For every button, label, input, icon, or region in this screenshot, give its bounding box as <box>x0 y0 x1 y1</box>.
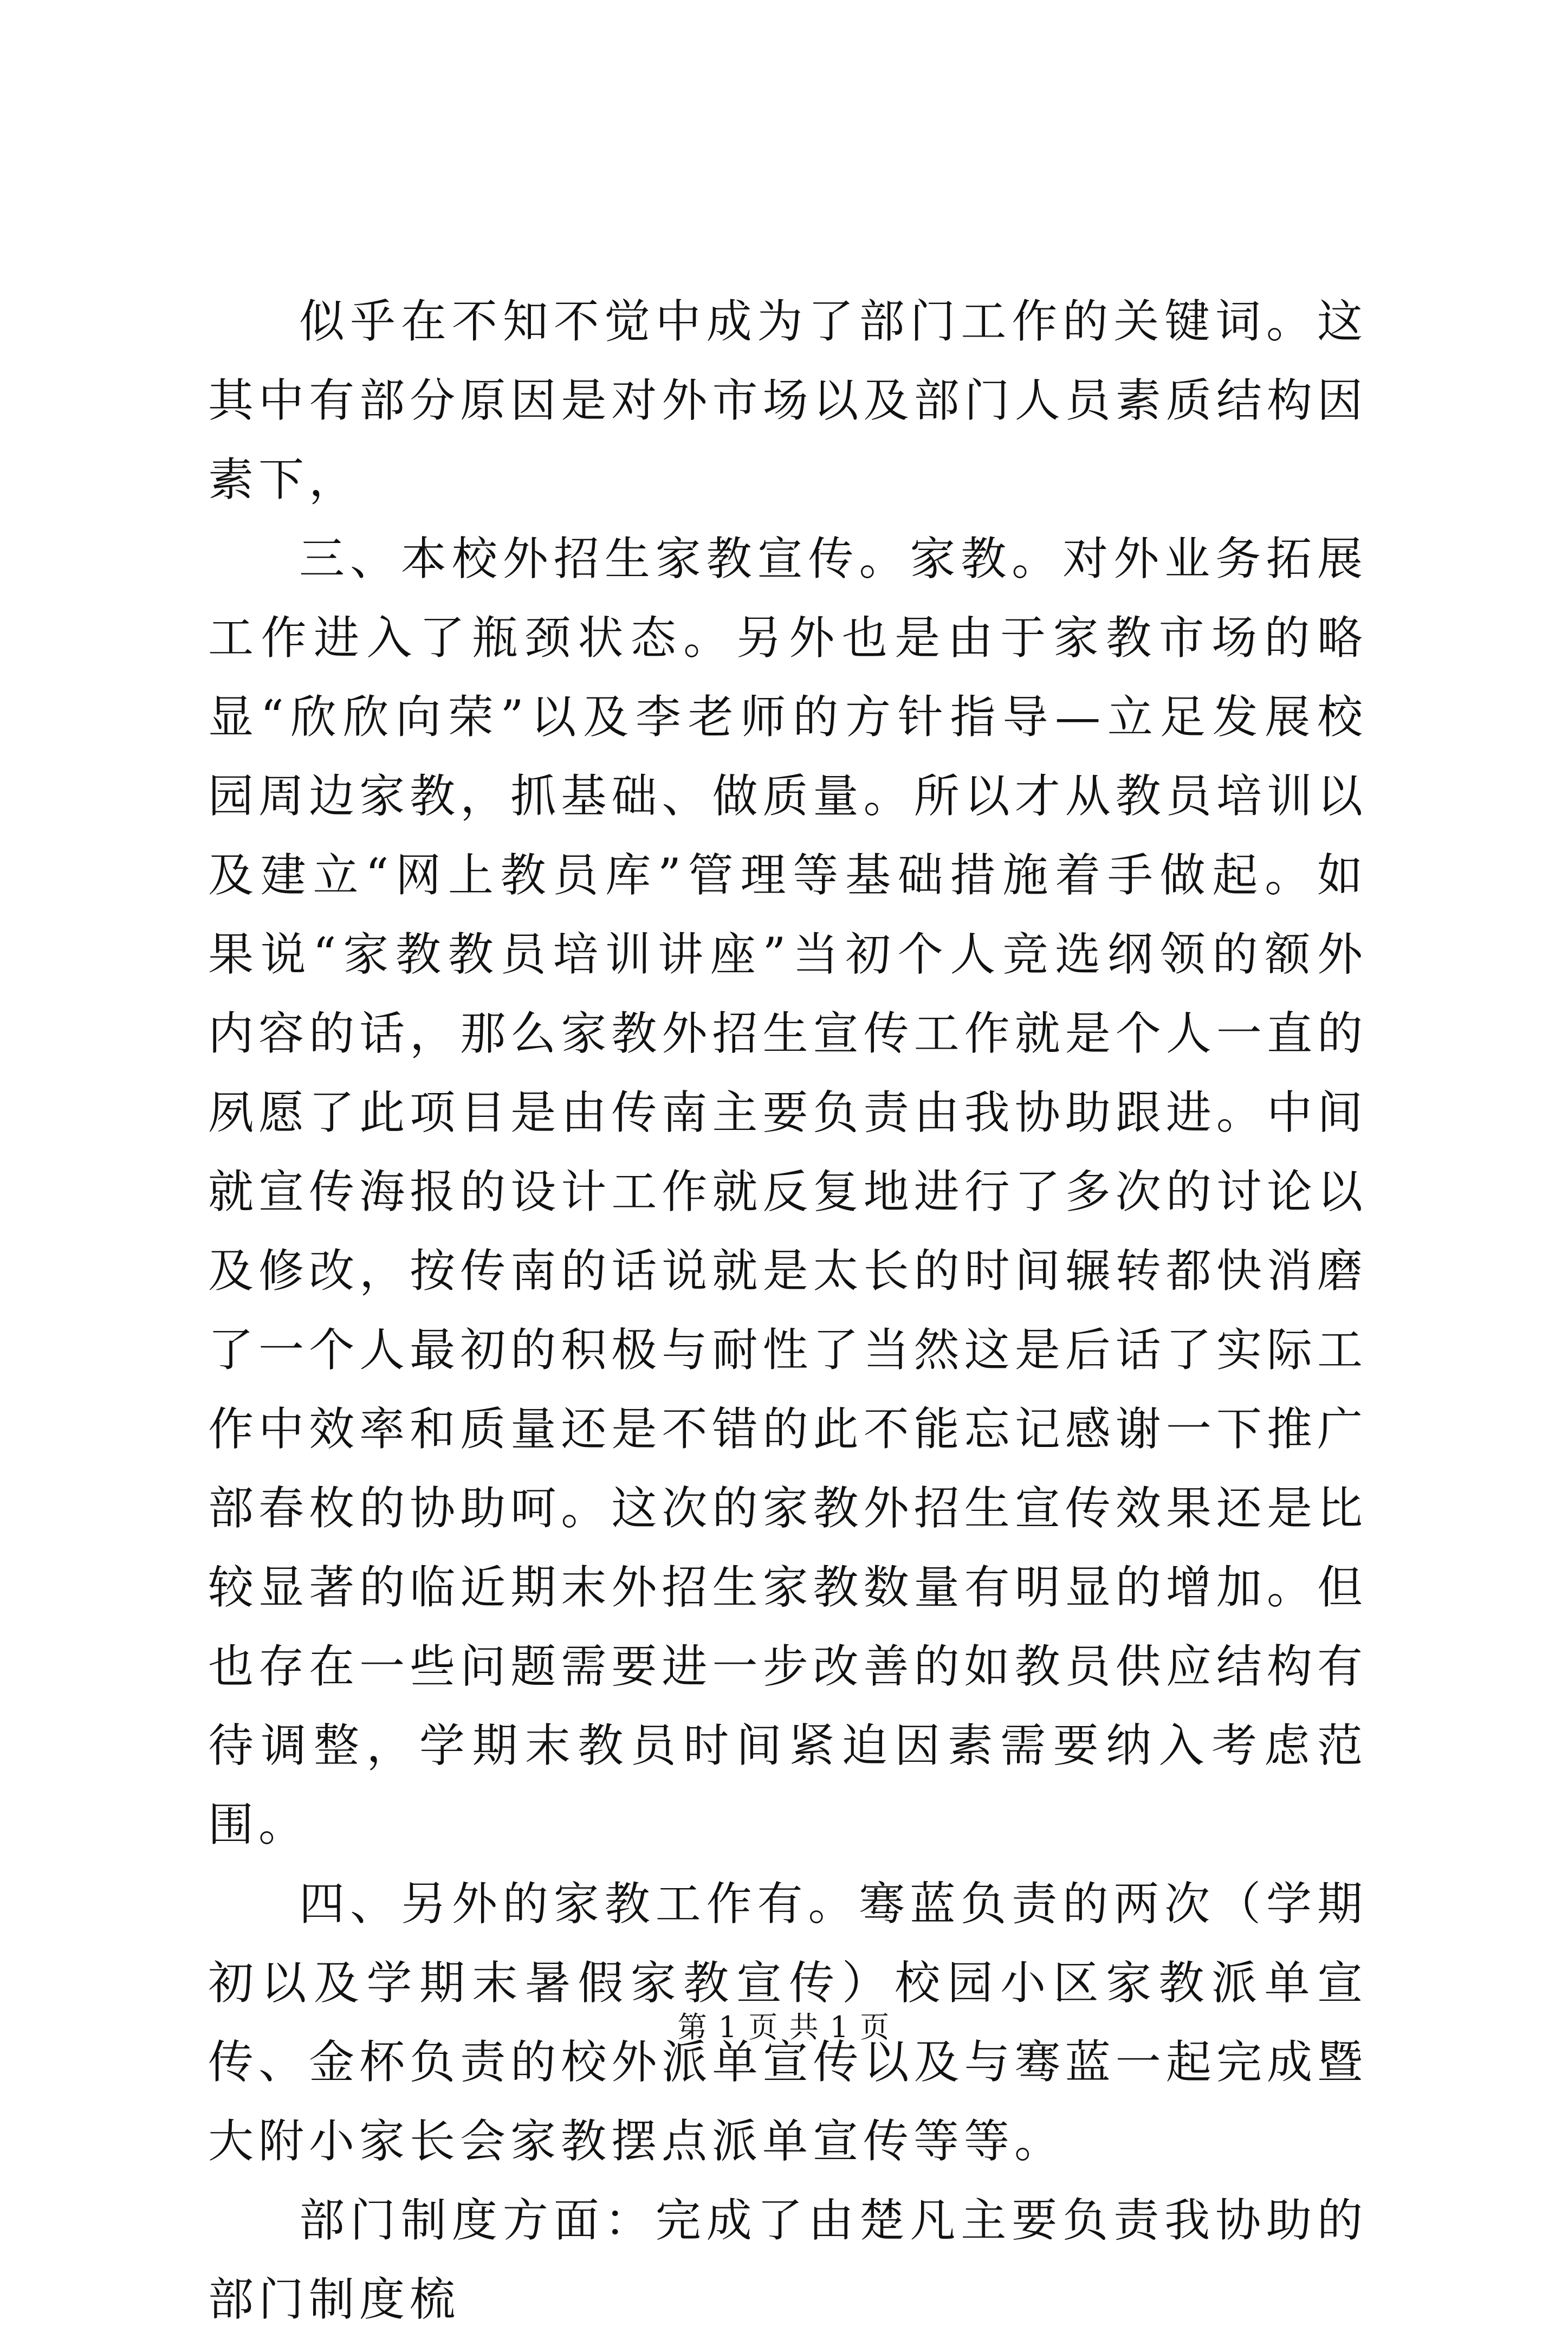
paragraph-4: 部门制度方面：完成了由楚凡主要负责我协助的部门制度梳 <box>208 2194 1368 2326</box>
paragraph-3: 四、另外的家教工作有。骞蓝负责的两次（学期初以及学期末暑假家教宣传）校园小区家教派单宣传、金杯负责的校外派单宣传以及与骞蓝一起完成暨大附小家长会家教摆点派单宣传等等。 <box>208 1877 1368 2168</box>
paragraph-2: 三、本校外招生家教宣传。家教。对外业务拓展工作进入了瓶颈状态。另外也是由于家教市场的略显“欣欣向荣”以及李老师的方针指导—立足发展校园周边家教，抓基础、做质量。所以才从教员培训以及建立“网上教员库”管理等基础措施着手做起。如果说“家教教员培训讲座”当初个人竞选纲领的额外内容的话，那么家教外招生宣传工作就是个人一直的夙愿了此项目是由传南主要负责由我协助跟进。中间就宣传海报的设计工作就反复地进行了多次的讨论以及修改，按传南的话说就是太长的时间辗转都快消磨了一个人最初的积极与耐性了当然这是后话了实际工作中效率和质量还是不错的此不能忘记感谢一下推广部春枚的协助呵。这次的家教外招生宣传效果还是比较显著的临近期末外招生家教数量有明显的增加。但也存在一些问题需要进一步改善的如教员供应结构有待调整，学期末教员时间紧迫因素需要纳入考虑范围。 <box>208 532 1368 1851</box>
page-number-footer: 第 1 页 共 1 页 <box>677 2010 891 2044</box>
paragraph-1: 似乎在不知不觉中成为了部门工作的关键词。这其中有部分原因是对外市场以及部门人员素质结构因素下， <box>208 295 1368 506</box>
